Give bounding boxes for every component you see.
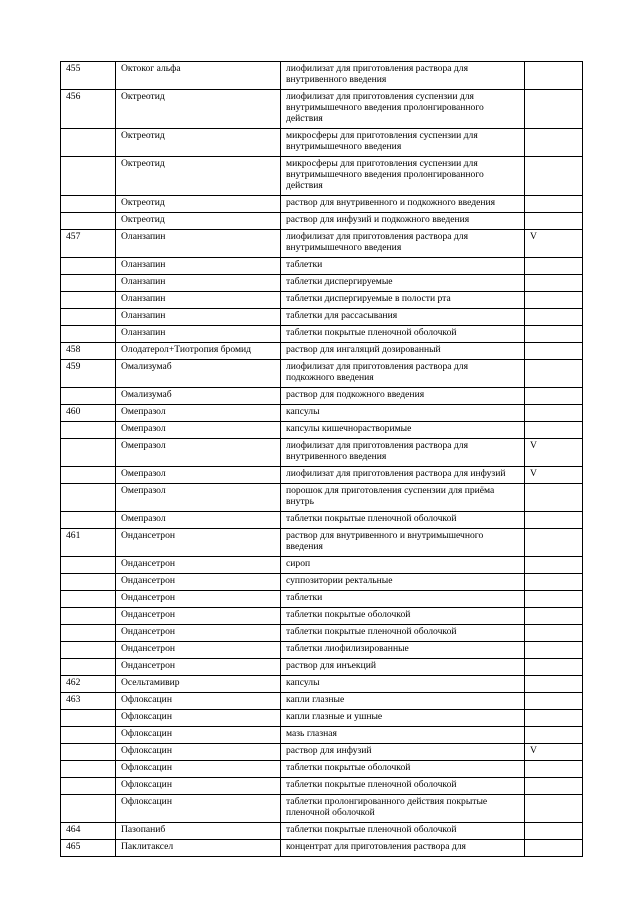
row-number: 458	[61, 343, 116, 360]
table-row	[61, 292, 583, 309]
drug-name: Ондансетрон	[116, 659, 281, 676]
vital-mark	[525, 405, 583, 422]
table-row	[61, 795, 583, 823]
vital-mark	[525, 388, 583, 405]
row-number	[61, 512, 116, 529]
dosage-form: порошок для приготовления суспензии для приёма внутрь	[281, 484, 525, 512]
table-row	[61, 467, 583, 484]
row-number	[61, 196, 116, 213]
dosage-form: лиофилизат для приготовления суспензии для внутримышечного введения пролонгированного действия	[281, 90, 525, 129]
dosage-form: раствор для ингаляций дозированный	[281, 343, 525, 360]
vital-mark	[525, 659, 583, 676]
vital-mark	[525, 343, 583, 360]
table-row	[61, 129, 583, 157]
dosage-form: сироп	[281, 557, 525, 574]
dosage-form: таблетки	[281, 258, 525, 275]
vital-mark	[525, 591, 583, 608]
drug-name: Ондансетрон	[116, 608, 281, 625]
drug-name: Октреотид	[116, 90, 281, 129]
row-number	[61, 213, 116, 230]
drug-name: Ондансетрон	[116, 642, 281, 659]
drug-name: Олодатерол+Тиотропия бромид	[116, 343, 281, 360]
table-row	[61, 439, 583, 467]
vital-mark: V	[525, 230, 583, 258]
vital-mark	[525, 157, 583, 196]
row-number: 465	[61, 840, 116, 857]
dosage-form: таблетки покрытые пленочной оболочкой	[281, 512, 525, 529]
vital-mark	[525, 360, 583, 388]
row-number	[61, 129, 116, 157]
table-row	[61, 309, 583, 326]
dosage-form: капсулы кишечнорастворимые	[281, 422, 525, 439]
drug-name: Октреотид	[116, 196, 281, 213]
row-number	[61, 275, 116, 292]
vital-mark	[525, 484, 583, 512]
table-row	[61, 512, 583, 529]
vital-mark	[525, 196, 583, 213]
table-row	[61, 484, 583, 512]
table-row	[61, 557, 583, 574]
drug-name: Пазопаниб	[116, 823, 281, 840]
dosage-form: лиофилизат для приготовления раствора для внутривенного введения	[281, 62, 525, 90]
drug-name: Омепразол	[116, 422, 281, 439]
row-number	[61, 574, 116, 591]
table-row	[61, 642, 583, 659]
row-number: 457	[61, 230, 116, 258]
table-row	[61, 360, 583, 388]
dosage-form: мазь глазная	[281, 727, 525, 744]
vital-mark	[525, 529, 583, 557]
table-row	[61, 693, 583, 710]
table-row	[61, 676, 583, 693]
row-number	[61, 710, 116, 727]
vital-mark	[525, 326, 583, 343]
vital-mark	[525, 292, 583, 309]
drug-name: Офлоксацин	[116, 744, 281, 761]
dosage-form: таблетки пролонгированного действия покрытые пленочной оболочкой	[281, 795, 525, 823]
vital-mark: V	[525, 439, 583, 467]
drug-name: Ондансетрон	[116, 557, 281, 574]
vital-mark	[525, 693, 583, 710]
vital-mark	[525, 422, 583, 439]
vital-mark	[525, 275, 583, 292]
row-number	[61, 388, 116, 405]
drug-name: Октреотид	[116, 129, 281, 157]
row-number	[61, 659, 116, 676]
row-number: 462	[61, 676, 116, 693]
row-number: 455	[61, 62, 116, 90]
table-row	[61, 778, 583, 795]
dosage-form: микросферы для приготовления суспензии для внутримышечного введения	[281, 129, 525, 157]
dosage-form: капли глазные и ушные	[281, 710, 525, 727]
dosage-form: таблетки лиофилизированные	[281, 642, 525, 659]
vital-mark	[525, 823, 583, 840]
vital-mark	[525, 62, 583, 90]
table-row	[61, 62, 583, 90]
table-row	[61, 343, 583, 360]
table-row	[61, 326, 583, 343]
drug-name: Омепразол	[116, 439, 281, 467]
vital-mark	[525, 90, 583, 129]
dosage-form: таблетки покрытые пленочной оболочкой	[281, 778, 525, 795]
table-row	[61, 659, 583, 676]
table-row	[61, 574, 583, 591]
dosage-form: лиофилизат для приготовления раствора для подкожного введения	[281, 360, 525, 388]
vital-mark: V	[525, 467, 583, 484]
drug-name: Оланзапин	[116, 309, 281, 326]
drug-name: Омепразол	[116, 405, 281, 422]
dosage-form: таблетки диспергируемые в полости рта	[281, 292, 525, 309]
vital-mark	[525, 676, 583, 693]
row-number: 456	[61, 90, 116, 129]
table-row	[61, 422, 583, 439]
drug-name: Оланзапин	[116, 292, 281, 309]
table-row	[61, 823, 583, 840]
table-row	[61, 727, 583, 744]
dosage-form: суппозитории ректальные	[281, 574, 525, 591]
table-row	[61, 840, 583, 857]
table-row	[61, 196, 583, 213]
dosage-form: таблетки	[281, 591, 525, 608]
drug-name: Октреотид	[116, 157, 281, 196]
drug-name: Оланзапин	[116, 326, 281, 343]
drug-name: Офлоксацин	[116, 761, 281, 778]
dosage-form: таблетки покрытые оболочкой	[281, 608, 525, 625]
row-number: 463	[61, 693, 116, 710]
vital-mark	[525, 778, 583, 795]
row-number	[61, 642, 116, 659]
dosage-form: лиофилизат для приготовления раствора для инфузий	[281, 467, 525, 484]
dosage-form: раствор для инфузий и подкожного введения	[281, 213, 525, 230]
row-number	[61, 484, 116, 512]
vital-mark	[525, 557, 583, 574]
row-number: 459	[61, 360, 116, 388]
drug-name: Омализумаб	[116, 360, 281, 388]
dosage-form: лиофилизат для приготовления раствора для внутривенного введения	[281, 439, 525, 467]
table-row	[61, 744, 583, 761]
drug-name: Октоког альфа	[116, 62, 281, 90]
drug-name: Осельтамивир	[116, 676, 281, 693]
vital-mark	[525, 795, 583, 823]
drug-name: Омепразол	[116, 484, 281, 512]
dosage-form: таблетки покрытые пленочной оболочкой	[281, 625, 525, 642]
table-row	[61, 275, 583, 292]
drug-name: Офлоксацин	[116, 795, 281, 823]
table-row	[61, 258, 583, 275]
row-number: 461	[61, 529, 116, 557]
row-number: 460	[61, 405, 116, 422]
row-number	[61, 326, 116, 343]
dosage-form: раствор для внутривенного и внутримышечного введения	[281, 529, 525, 557]
table-row	[61, 157, 583, 196]
row-number	[61, 795, 116, 823]
table-row	[61, 405, 583, 422]
drug-name: Оланзапин	[116, 258, 281, 275]
vital-mark	[525, 625, 583, 642]
dosage-form: таблетки диспергируемые	[281, 275, 525, 292]
drug-name: Офлоксацин	[116, 778, 281, 795]
dosage-form: раствор для инъекций	[281, 659, 525, 676]
table-row	[61, 388, 583, 405]
drug-name: Омепразол	[116, 512, 281, 529]
drug-name: Ондансетрон	[116, 529, 281, 557]
table-row	[61, 591, 583, 608]
drug-name: Ондансетрон	[116, 591, 281, 608]
vital-mark	[525, 258, 583, 275]
vital-mark	[525, 129, 583, 157]
dosage-form: раствор для инфузий	[281, 744, 525, 761]
table-row	[61, 710, 583, 727]
drug-name: Ондансетрон	[116, 625, 281, 642]
row-number	[61, 608, 116, 625]
row-number	[61, 467, 116, 484]
table-row	[61, 529, 583, 557]
vital-mark	[525, 608, 583, 625]
vital-mark	[525, 710, 583, 727]
dosage-form: таблетки для рассасывания	[281, 309, 525, 326]
row-number	[61, 292, 116, 309]
dosage-form: таблетки покрытые пленочной оболочкой	[281, 326, 525, 343]
vital-mark	[525, 840, 583, 857]
drug-name: Оланзапин	[116, 230, 281, 258]
table-row	[61, 213, 583, 230]
dosage-form: таблетки покрытые оболочкой	[281, 761, 525, 778]
table-row	[61, 230, 583, 258]
row-number	[61, 157, 116, 196]
drug-name: Омепразол	[116, 467, 281, 484]
row-number	[61, 625, 116, 642]
row-number	[61, 258, 116, 275]
row-number	[61, 744, 116, 761]
drug-name: Ондансетрон	[116, 574, 281, 591]
row-number	[61, 309, 116, 326]
dosage-form: раствор для подкожного введения	[281, 388, 525, 405]
vital-mark	[525, 642, 583, 659]
drug-name: Омализумаб	[116, 388, 281, 405]
row-number	[61, 727, 116, 744]
drug-table	[60, 61, 583, 857]
vital-mark	[525, 213, 583, 230]
table-row	[61, 625, 583, 642]
row-number	[61, 422, 116, 439]
dosage-form: микросферы для приготовления суспензии для внутримышечного введения пролонгированного действия	[281, 157, 525, 196]
row-number	[61, 557, 116, 574]
vital-mark	[525, 727, 583, 744]
vital-mark	[525, 761, 583, 778]
table-row	[61, 90, 583, 129]
drug-name: Офлоксацин	[116, 693, 281, 710]
drug-name: Офлоксацин	[116, 710, 281, 727]
table-row	[61, 608, 583, 625]
row-number	[61, 778, 116, 795]
dosage-form: капсулы	[281, 676, 525, 693]
row-number	[61, 761, 116, 778]
vital-mark	[525, 512, 583, 529]
row-number	[61, 591, 116, 608]
drug-table-body	[61, 62, 583, 857]
dosage-form: раствор для внутривенного и подкожного введения	[281, 196, 525, 213]
dosage-form: концентрат для приготовления раствора для	[281, 840, 525, 857]
dosage-form: капли глазные	[281, 693, 525, 710]
drug-name: Оланзапин	[116, 275, 281, 292]
dosage-form: лиофилизат для приготовления раствора для внутримышечного введения	[281, 230, 525, 258]
drug-name: Паклитаксел	[116, 840, 281, 857]
dosage-form: таблетки покрытые пленочной оболочкой	[281, 823, 525, 840]
table-row	[61, 761, 583, 778]
vital-mark	[525, 309, 583, 326]
vital-mark: V	[525, 744, 583, 761]
drug-name: Октреотид	[116, 213, 281, 230]
row-number	[61, 439, 116, 467]
drug-name: Офлоксацин	[116, 727, 281, 744]
vital-mark	[525, 574, 583, 591]
row-number: 464	[61, 823, 116, 840]
dosage-form: капсулы	[281, 405, 525, 422]
